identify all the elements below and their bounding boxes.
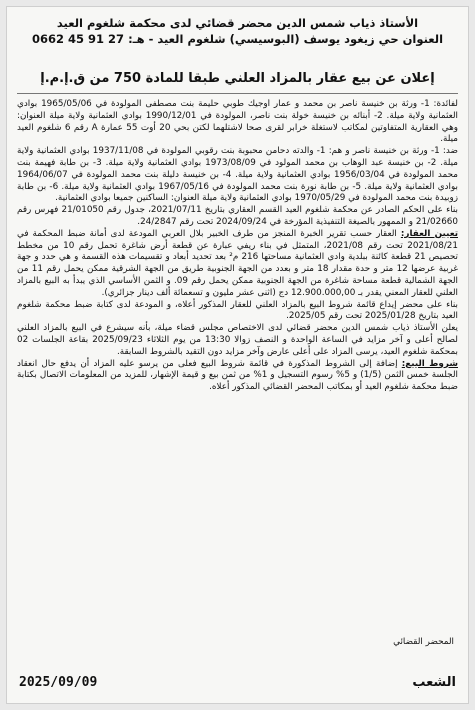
announcement-page [6,6,469,704]
conditions-text: إضافة إلى الشروط المذكورة في قائمة شروط البيع فعلى من يرسو عليه المزاد أن يدفع حال انعقاد الجلسة خمس الثمن (1/5) و 5% رسوم التسجيل و 1% من ثمن بيع و قيمة الإشهار، للمزيد من المعلومات الاتصال بكتابة ضبط محكمة شلغوم العيد أو بمكاتب المحضر القضائي المذكور أعلاه. [17,358,458,393]
conditions-paragraph [17,359,458,394]
announcement-body [17,99,458,645]
announcement-title: إعلان عن بيع عقار بالمزاد العلني طبقا للمادة 750 من ق.إ.م.إ [40,71,435,86]
auction-paragraph: يعلن الأستاذ ذياب شمس الدين محضر قضائي لدى الاختصاص مجلس قضاء ميلة، بأنه سيشرع في البيع بالمزاد العلني لصالح أعلى و آخر مزايد في الساعة الواحدة و النصف زوالا 13:30 من يوم الثلاثاء 2025/09/23 بقاعة الجلسات 02 بمحكمة شلغوم العيد، يرسى المزاد على أعلى عارض وآخر مزايد دون التقيد بالشروط السابقة. [17,323,458,357]
judgment-paragraph: بناء على الحكم الصادر عن محكمة شلغوم العيد القسم العقاري بتاريخ 2021/07/11، جدول رقم 21/01050 فهرس رقم 21/02660 و الممهور بالصيغة التنفيذية المؤرخة في 2024/09/24 تحت رقم 24/2847. [17,205,458,227]
title-divider [17,93,458,94]
beneficiaries-paragraph: لفائدة: 1- ورثة بن خنيسة ناصر بن محمد و عمار أوجيك طوبي حليمة بنت مصطفى المولودة في 1965/05/06 بوادي العثمانية ولاية ميلة. 2- أبنائه بن خنيسة خولة بنت ناصر، المولودة في 1990/12/01 بوادي العثمانية ولاية ميلة العنوان: وهي العقارية المتفاوتين لمكاتب لاستغلة خرابر لقرى صحا لاشتلهما لكتن بحي 20 أوت 55 عمارة A رقم 6 شلغوم العيد ميلة. [17,99,458,145]
property-paragraph [17,229,458,300]
property-text: العقار حسب تقرير الخبرة المنجز من طرف الخبير بلال العربي المودعة لدى أمانة ضبط المحكمة في 2021/08/21 تحت رقم 2021/08، المتمثل في بناء ريفي عبارة عن قطعة أرض شاغرة تحمل رقم 10 من مخطط تحصيص 21 قطعة كائنة ببلدية وادي العثمانية مساحتها 216 م² بعد تحديد أبعاد و تقسيمات هذه القسمة و هي حدد و جهة غربية عرضها 12 متر و حدة مقدار 18 متر و بعدد من الجهة الجنوبية طريق من الجهة الشرقية ممكن يحمل رقم 11 من الجهة الشمالية قطعة مساحة شاغرة من الجهة الجنوبية ممكن يحمل رقم 09. و الثمن الأساسي الذي يبدأ به البيع بالمزاد العلني للعقار المعني يقدر بـ 12.900.000,00 دج (اثنى عشر مليون و تسعمائة ألف دينار جزائري). [17,228,458,298]
signature: المحضر القضائي [393,637,454,647]
publication-footer [19,671,456,693]
conditions-label: شروط البيع: [401,358,458,369]
publication-date: 2025/09/09 [19,674,98,690]
bailiff-header [15,15,460,47]
bailiff-name-line: الأستاذ ذياب شمس الدين محضر قضائي لدى محكمة شلغوم العيد [56,16,419,30]
bailiff-address-line: العنوان حي زيغود يوسف (البوسيسي) شلغوم العيد - هـ: 27 91 45 0662 [31,32,444,46]
property-label: تعيين العقار: [400,228,458,239]
defendants-paragraph: ضد: 1- ورثة بن خنيسة ناصر و هم: 1- والدته دحامن محبوبة بنت رقوبي المولودة في 1937/11/08 بوادي العثمانية ولاية ميلة. 2- بن خنيسة عبد الوهاب بن محمد المولود في 1973/08/09 بوادي العثمانية ولاية ميلة. 3- بن طابة فهيمة بنت محمد المولودة في 1956/03/04 بوادي العثمانية ولاية ميلة. 4- بن خنيسة دليلة بنت محمد المولودة في 1964/06/07 بوادي العثمانية ولاية ميلة. 5- بن طابة نورة بنت محمد المولودة في 1967/05/16 بوادي العثمانية ولاية ميلة. 6- بن طابة زوبيدة بنت محمد المولودة في 1970/05/29 بوادي العثمانية ولاية ميلة العنوان: الساكنين جميعا بوادي العثمانية. [17,146,458,204]
newspaper-name: الشعب [412,674,456,690]
deposit-paragraph: بناء على محضر إيداع قائمة شروط البيع بالمزاد العلني للعقار المذكور أعلاه، و المودعة لدى كتابة ضبط محكمة شلغوم العيد بتاريخ 2025/01/28 تحت رقم 2025/05. [17,299,458,322]
